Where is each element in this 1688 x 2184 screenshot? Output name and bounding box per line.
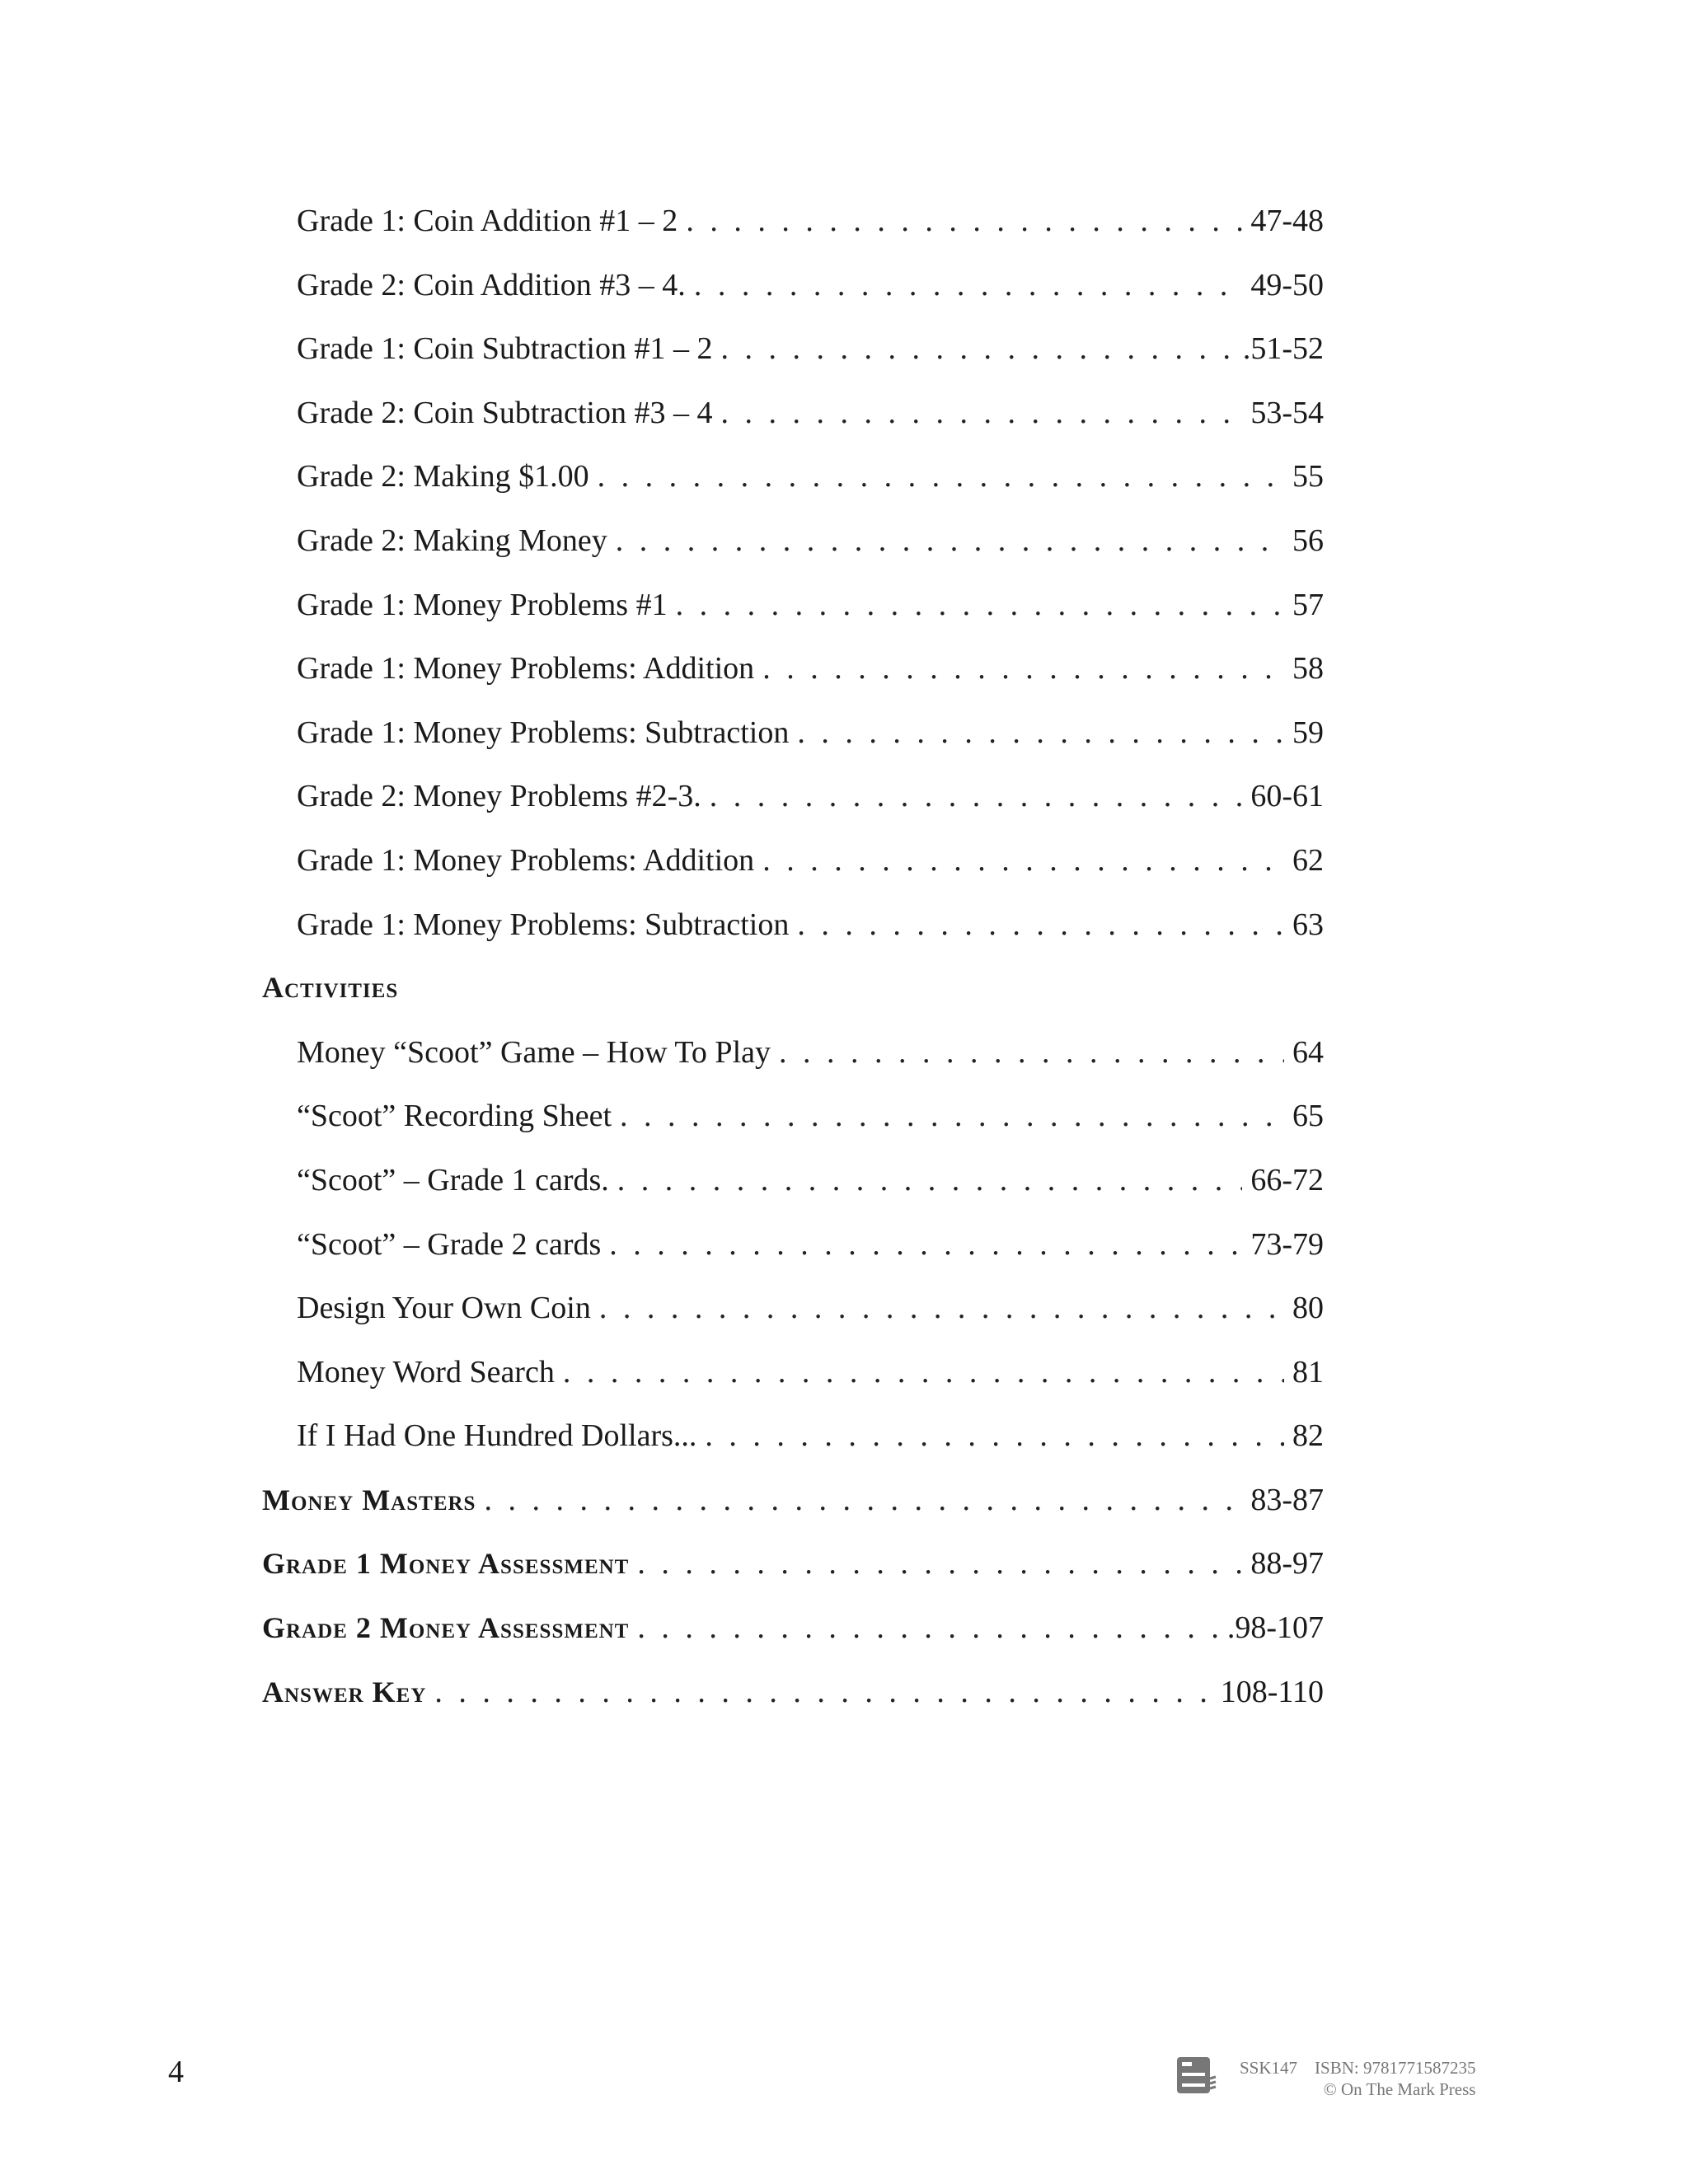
- product-code: SSK147: [1240, 2058, 1298, 2078]
- dot-leader: [484, 1482, 1242, 1518]
- toc-entry: [262, 267, 1324, 331]
- toc-entry-label: Grade 1: Coin Addition #1 – 2: [297, 204, 678, 238]
- dot-leader: [616, 523, 1284, 559]
- toc-entry-page: 80: [1292, 1291, 1324, 1326]
- dot-leader: [637, 1545, 1242, 1582]
- dot-leader: [779, 1034, 1284, 1071]
- toc-entry-label: Grade 2: Making $1.00: [297, 459, 589, 494]
- toc-entry-label: “Scoot” – Grade 1 cards.: [297, 1162, 609, 1197]
- toc-entry-label: Grade 1: Money Problems: Subtraction: [297, 715, 790, 750]
- dot-leader: [705, 1418, 1284, 1454]
- toc-entry: [262, 587, 1324, 651]
- toc-entry-page: 81: [1292, 1354, 1324, 1390]
- dot-leader: [762, 650, 1284, 687]
- toc-entry-page: 53-54: [1250, 395, 1324, 430]
- toc-section-heading: [262, 970, 1324, 1034]
- dot-leader: [599, 1290, 1284, 1326]
- toc-entry: [262, 1354, 1324, 1418]
- toc-entry-page: 59: [1292, 715, 1324, 750]
- dot-leader: [598, 458, 1284, 494]
- toc-entry-label: Design Your Own Coin: [297, 1291, 591, 1326]
- toc-entry-page: 64: [1292, 1034, 1324, 1070]
- toc-entry: [262, 1034, 1324, 1099]
- toc-entry: [262, 330, 1324, 395]
- toc-entry: [262, 650, 1324, 715]
- dot-leader: [797, 715, 1284, 751]
- toc-entry: [262, 1162, 1324, 1226]
- toc-entry: [262, 1226, 1324, 1291]
- toc-entry-page: 49-50: [1250, 267, 1324, 302]
- toc-entry: [262, 1098, 1324, 1162]
- toc-entry-page: 58: [1292, 651, 1324, 687]
- dot-leader: [609, 1226, 1242, 1263]
- toc-entry-page: 57: [1292, 587, 1324, 622]
- toc-entry-page: .98-107: [1226, 1610, 1324, 1646]
- toc-entry-page: 63: [1292, 907, 1324, 942]
- dot-leader: [563, 1354, 1284, 1390]
- toc-entry: [262, 1418, 1324, 1482]
- toc-entry-page: 60-61: [1250, 779, 1324, 814]
- toc-entry: [262, 1545, 1324, 1610]
- toc-entry-page: 55: [1292, 459, 1324, 494]
- toc-entry-label: Grade 2: Coin Addition #3 – 4.: [297, 267, 686, 302]
- toc-entry: [262, 395, 1324, 459]
- toc-entry-label: Money “Scoot” Game – How To Play: [297, 1034, 771, 1070]
- dot-leader: [637, 1610, 1218, 1646]
- toc-entry-label: Grade 2: Money Problems #2-3.: [297, 779, 701, 814]
- dot-leader: [686, 203, 1242, 239]
- dot-leader: [710, 778, 1243, 814]
- printer-icon: [1177, 2057, 1217, 2099]
- toc-entry: [262, 458, 1324, 523]
- table-of-contents: [262, 203, 1324, 1737]
- toc-entry: [262, 842, 1324, 907]
- toc-entry-label: “Scoot” Recording Sheet: [297, 1099, 612, 1134]
- dot-leader: [434, 1674, 1212, 1710]
- toc-entry-label: Grade 1: Money Problems: Addition: [297, 651, 755, 687]
- dot-leader: [620, 1098, 1284, 1134]
- isbn: ISBN: 9781771587235: [1315, 2058, 1476, 2078]
- dot-leader: [762, 842, 1284, 879]
- toc-entry: [262, 1482, 1324, 1546]
- toc-entry-label: “Scoot” – Grade 2 cards: [297, 1226, 602, 1262]
- copyright: © On The Mark Press: [1323, 2079, 1476, 2099]
- toc-entry-label: Money Masters: [262, 1483, 476, 1516]
- toc-entry-label: Activities: [262, 971, 399, 1005]
- toc-entry: [262, 1290, 1324, 1354]
- dot-leader: [617, 1162, 1243, 1198]
- dot-leader: [720, 395, 1242, 431]
- toc-entry-page: 47-48: [1250, 204, 1324, 238]
- toc-entry-page: .51-52: [1242, 331, 1324, 367]
- toc-entry: [262, 203, 1324, 267]
- toc-entry-label: Grade 1: Coin Subtraction #1 – 2: [297, 331, 713, 367]
- toc-entry-page: 88-97: [1250, 1546, 1324, 1582]
- page-number: 4: [168, 2055, 184, 2089]
- dot-leader: [676, 587, 1284, 623]
- toc-entry-label: Grade 1 Money Assessment: [262, 1547, 630, 1581]
- toc-entry: [262, 907, 1324, 971]
- toc-entry: [262, 1674, 1324, 1738]
- toc-entry-label: Grade 1: Money Problems: Subtraction: [297, 907, 790, 942]
- toc-entry-label: Grade 1: Money Problems #1: [297, 587, 668, 622]
- toc-entry-page: 62: [1292, 842, 1324, 878]
- toc-entry-label: Grade 2: Coin Subtraction #3 – 4: [297, 395, 713, 430]
- toc-entry-page: 73-79: [1250, 1226, 1324, 1262]
- toc-entry-page: 82: [1292, 1418, 1324, 1454]
- toc-entry-page: 56: [1292, 523, 1324, 558]
- toc-entry-label: If I Had One Hundred Dollars...: [297, 1418, 697, 1454]
- dot-leader: [720, 330, 1234, 367]
- toc-entry-label: Answer Key: [262, 1675, 427, 1708]
- toc-entry-label: Grade 1: Money Problems: Addition: [297, 842, 755, 878]
- toc-entry-label: Grade 2 Money Assessment: [262, 1611, 630, 1645]
- toc-entry: [262, 715, 1324, 779]
- toc-entry-page: 65: [1292, 1099, 1324, 1134]
- toc-entry-page: 66-72: [1250, 1162, 1324, 1197]
- toc-entry: [262, 778, 1324, 842]
- toc-entry: [262, 523, 1324, 587]
- footer: [1177, 2057, 1475, 2100]
- toc-entry-page: 83-87: [1250, 1482, 1324, 1517]
- dot-leader: [694, 267, 1243, 303]
- toc-entry-page: 108-110: [1220, 1674, 1324, 1709]
- toc-entry-label: Grade 2: Making Money: [297, 523, 607, 558]
- toc-entry-label: Money Word Search: [297, 1354, 555, 1390]
- dot-leader: [797, 907, 1284, 943]
- toc-entry: [262, 1610, 1324, 1674]
